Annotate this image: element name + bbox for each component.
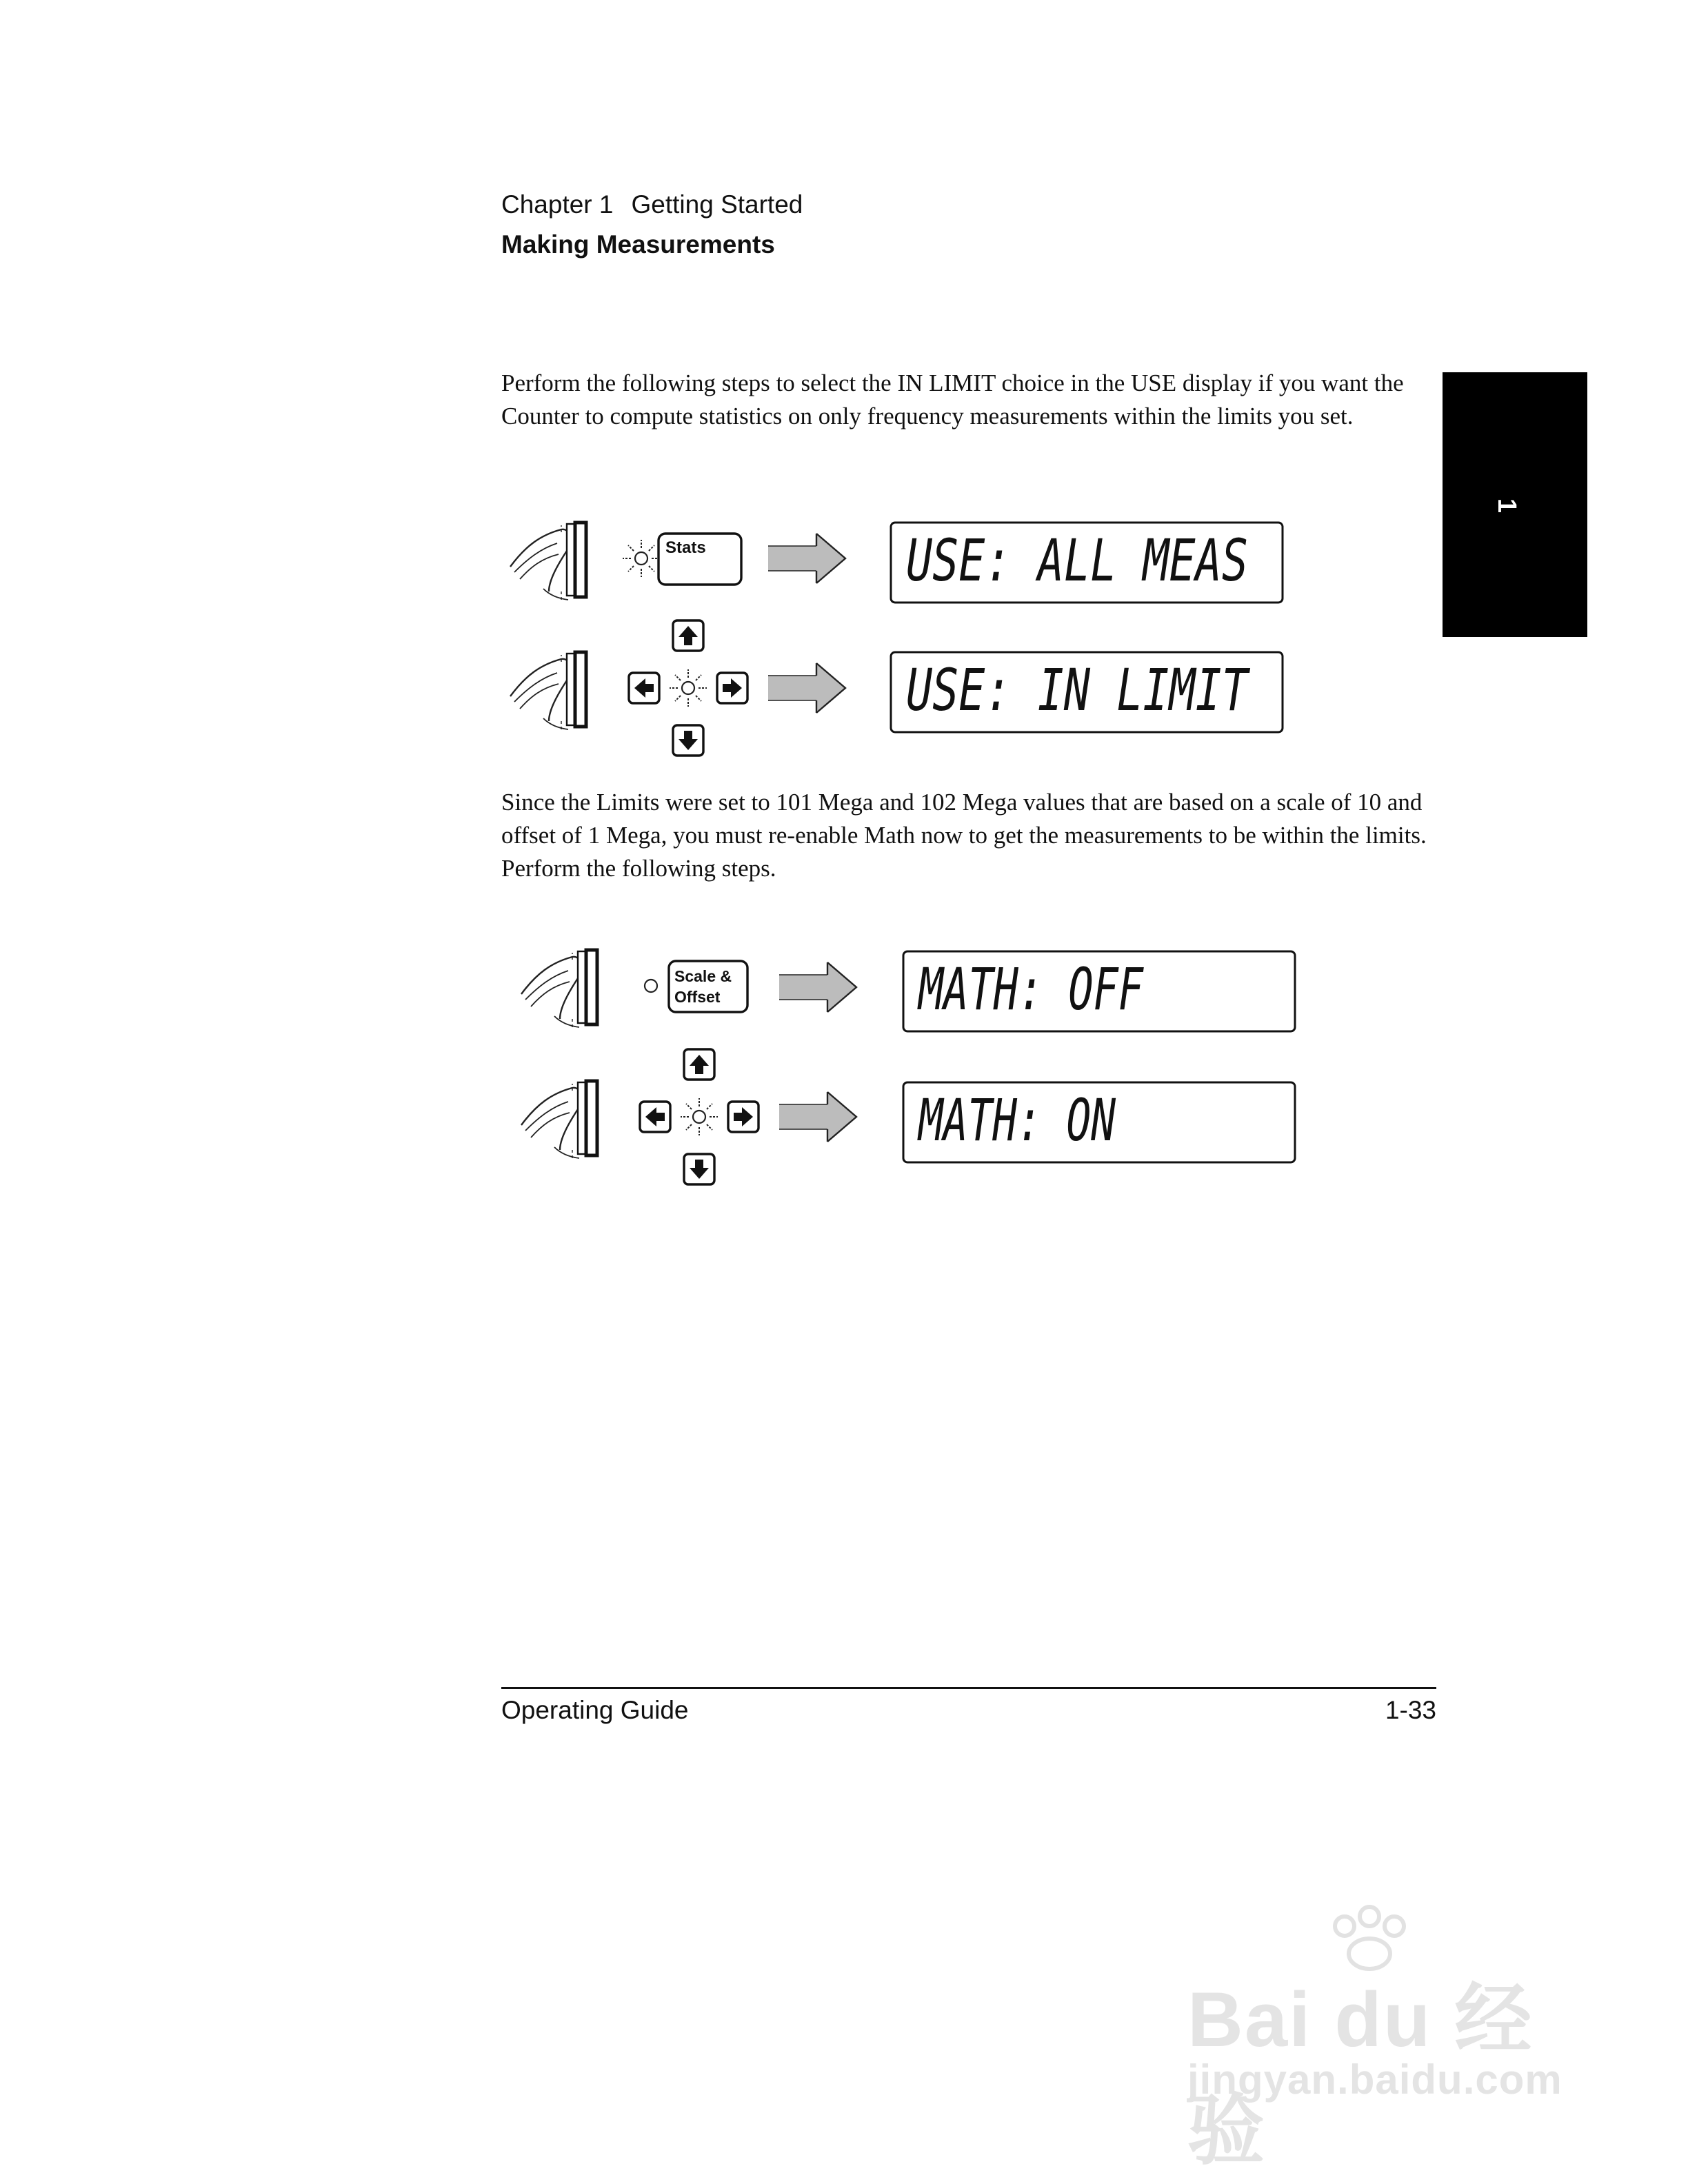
key-led-off-icon xyxy=(645,980,657,992)
section-title: Making Measurements xyxy=(501,230,775,259)
display-text-use-in-limit: USE: IN LIMIT xyxy=(906,656,1251,724)
key-led-blinking-icon xyxy=(623,540,660,577)
scale-offset-key-label-line1: Scale & xyxy=(674,967,732,985)
finger-press-icon xyxy=(521,950,597,1030)
display-text-math-off: MATH: OFF xyxy=(916,956,1145,1023)
fig2-row2 xyxy=(521,1049,1295,1184)
arrow-keys-cluster[interactable] xyxy=(629,620,747,756)
result-arrow-icon xyxy=(779,962,856,1012)
intro-paragraph: Perform the following steps to select the IN LIMIT choice in the USE display if you want the Counter to compute statistics on only frequency measurements within the limits you set. xyxy=(501,370,1404,429)
display-text-math-on: MATH: ON xyxy=(916,1086,1116,1154)
fig1-row1 xyxy=(510,523,1283,603)
arrow-keys-cluster[interactable] xyxy=(640,1049,758,1184)
display-text-use-all-meas: USE: ALL MEAS xyxy=(906,527,1248,594)
result-arrow-icon xyxy=(779,1092,856,1142)
limits-paragraph: Since the Limits were set to 101 Mega and 102 Mega values that are based on a scale of 10 and offset of 1 Mega, you must re-enable Math now to get the measurements to be within the limits. Perform the following steps. xyxy=(501,789,1427,882)
chapter-tab-number: 1 xyxy=(1492,498,1522,514)
finger-press-icon xyxy=(510,523,586,603)
result-arrow-icon xyxy=(768,663,845,713)
finger-press-icon xyxy=(521,1081,597,1161)
watermark xyxy=(1165,1903,1579,2174)
footer-rule xyxy=(501,1687,1436,1689)
finger-press-icon xyxy=(510,652,586,732)
watermark-url: jingyan.baidu.com xyxy=(1187,2056,1563,2103)
chapter-label: Chapter 1 xyxy=(501,190,614,219)
watermark-brand: Bai du 经验 xyxy=(1187,1976,1534,2174)
fig2-row1 xyxy=(521,950,1295,1031)
scale-offset-key-label-line2: Offset xyxy=(674,988,721,1006)
chapter-title: Getting Started xyxy=(631,190,803,219)
footer-guide-title: Operating Guide xyxy=(501,1696,689,1724)
footer-page-number: 1-33 xyxy=(1385,1696,1436,1724)
fig1-row2 xyxy=(510,620,1283,756)
stats-key-label: Stats xyxy=(665,538,706,557)
result-arrow-icon xyxy=(768,534,845,583)
